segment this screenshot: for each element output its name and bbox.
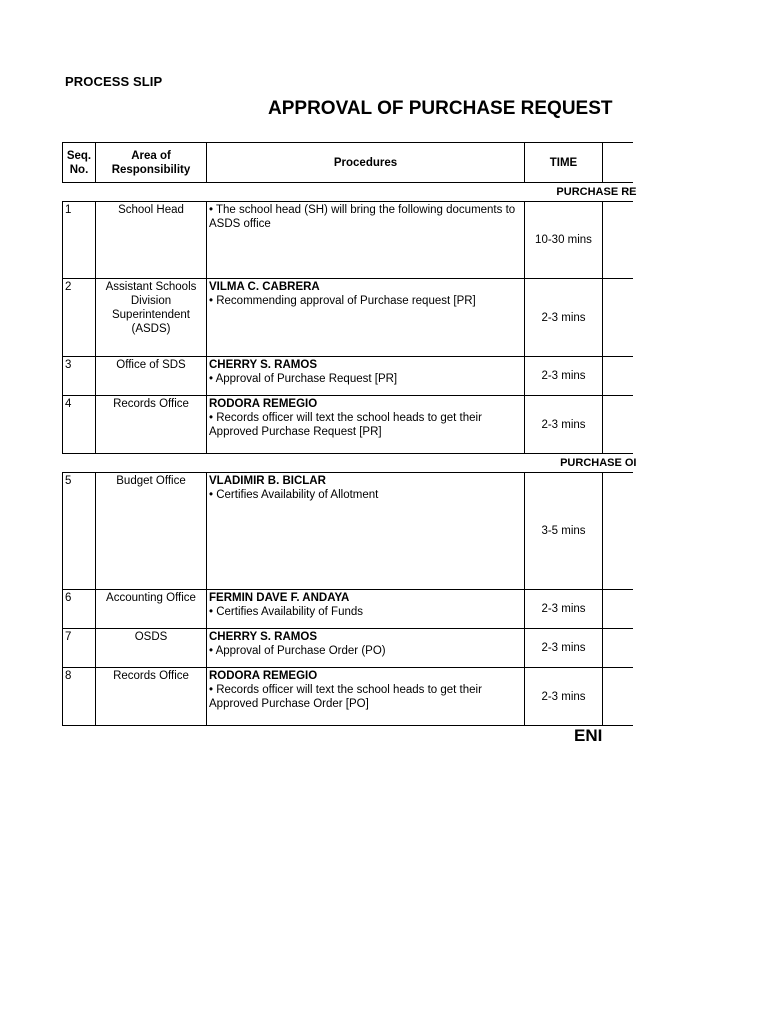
- row-time: 2-3 mins: [525, 668, 603, 726]
- row-time: 10-30 mins: [525, 202, 603, 279]
- table-row: [63, 357, 633, 396]
- row-seq: 1: [63, 202, 96, 279]
- row-procedure-cell: [207, 668, 525, 726]
- column-header-seq: Seq. No.: [63, 143, 96, 183]
- row-time: 2-3 mins: [525, 629, 603, 668]
- row-procedure: • The school head (SH) will bring the following documents to ASDS office: [209, 204, 516, 230]
- column-header-time: TIME: [525, 143, 603, 183]
- table-header-row: [63, 143, 633, 183]
- table-row: [63, 202, 633, 279]
- table-row: [63, 396, 633, 454]
- row-procedure-cell: [207, 590, 525, 629]
- row-procedure-cell: [207, 629, 525, 668]
- section-row-purchase-request: [63, 183, 633, 202]
- section-label-purchase-order: PURCHASE OI: [560, 457, 637, 469]
- row-officer-name: CHERRY S. RAMOS: [209, 631, 317, 643]
- document-title: APPROVAL OF PURCHASE REQUEST: [268, 98, 613, 119]
- row-procedure: • Certifies Availability of Allotment: [209, 489, 379, 501]
- table-row: [63, 629, 633, 668]
- process-table: [62, 142, 637, 726]
- row-procedure: • Approval of Purchase Request [PR]: [209, 373, 398, 385]
- row-time: 2-3 mins: [525, 279, 603, 357]
- row-area: Records Office: [96, 668, 207, 726]
- row-procedure-cell: [207, 357, 525, 396]
- row-area: Assistant Schools Division Superintendent (ASDS): [96, 279, 207, 357]
- row-procedure-cell: [207, 279, 525, 357]
- row-seq: 3: [63, 357, 96, 396]
- row-officer-name: RODORA REMEGIO: [209, 670, 318, 682]
- table-row: [63, 590, 633, 629]
- row-area: Records Office: [96, 396, 207, 454]
- process-slip-label: PROCESS SLIP: [65, 74, 163, 89]
- row-area: School Head: [96, 202, 207, 279]
- row-procedure-cell: [207, 202, 525, 279]
- row-procedure: • Approval of Purchase Order (PO): [209, 645, 386, 657]
- row-time: 2-3 mins: [525, 396, 603, 454]
- end-label: ENI: [574, 726, 603, 745]
- row-officer-name: VILMA C. CABRERA: [209, 281, 320, 293]
- process-table-container: [62, 142, 637, 742]
- row-procedure: • Records officer will text the school heads to get their Approved Purchase Request [PR]: [209, 412, 482, 438]
- row-officer-name: RODORA REMEGIO: [209, 398, 318, 410]
- row-procedure: • Certifies Availability of Funds: [209, 606, 364, 618]
- row-area: Budget Office: [96, 473, 207, 590]
- row-area: Office of SDS: [96, 357, 207, 396]
- row-procedure: • Recommending approval of Purchase request [PR]: [209, 295, 476, 307]
- row-area: Accounting Office: [96, 590, 207, 629]
- table-row: [63, 668, 633, 726]
- row-seq: 5: [63, 473, 96, 590]
- row-time: 3-5 mins: [525, 473, 603, 590]
- row-officer-name: VLADIMIR B. BICLAR: [209, 475, 326, 487]
- row-officer-name: CHERRY S. RAMOS: [209, 359, 317, 371]
- row-seq: 6: [63, 590, 96, 629]
- section-row-purchase-order: [63, 454, 633, 473]
- row-seq: 2: [63, 279, 96, 357]
- row-time: 2-3 mins: [525, 590, 603, 629]
- row-seq: 7: [63, 629, 96, 668]
- row-time: 2-3 mins: [525, 357, 603, 396]
- table-row: [63, 473, 633, 590]
- row-procedure-cell: [207, 473, 525, 590]
- section-label-purchase-request: PURCHASE RE: [556, 186, 637, 198]
- column-header-extra: [603, 143, 633, 183]
- column-header-procedures: Procedures: [207, 143, 525, 183]
- column-header-area: Area of Responsibility: [96, 143, 207, 183]
- row-procedure-cell: [207, 396, 525, 454]
- row-area: OSDS: [96, 629, 207, 668]
- row-seq: 4: [63, 396, 96, 454]
- table-row: [63, 279, 633, 357]
- row-officer-name: FERMIN DAVE F. ANDAYA: [209, 592, 350, 604]
- row-seq: 8: [63, 668, 96, 726]
- row-procedure: • Records officer will text the school heads to get their Approved Purchase Order [PO]: [209, 684, 482, 710]
